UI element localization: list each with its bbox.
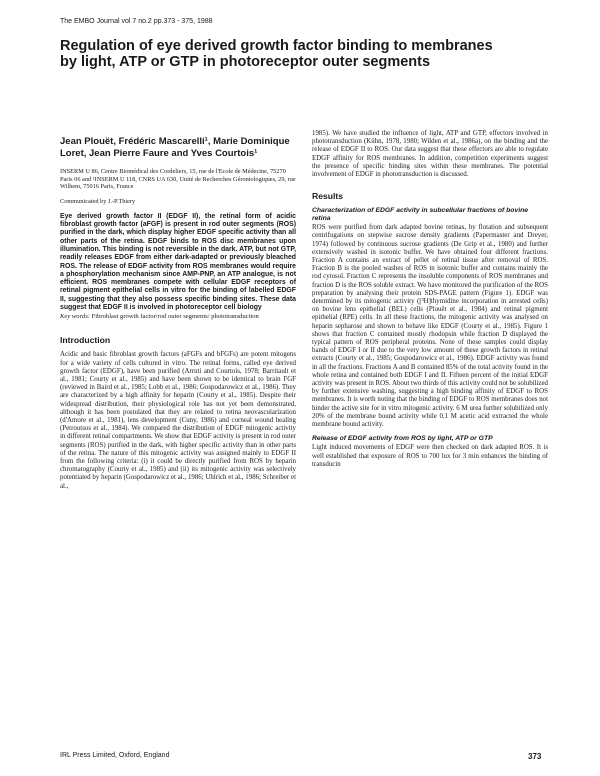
- results-subheading-characterization: Characterization of EDGF activity in subcellular fractions of bovine retina: [312, 207, 529, 223]
- author-list: Jean Plouët, Frédéric Mascarelli¹, Marie Dominique Loret, Jean Pierre Faure and Yves Courtois¹: [60, 136, 290, 159]
- results-heading: Results: [312, 191, 344, 202]
- introduction-heading: Introduction: [60, 335, 111, 346]
- keywords-text: Fibroblast growth factor/rod outer segments/ phototransduction: [89, 313, 259, 321]
- keywords: [60, 313, 296, 321]
- publisher-footer: IRL Press Limited, Oxford, England: [60, 752, 170, 759]
- author-affiliation: INSERM U 86, Centre Biomédical des Cordeliers, 15, rue de l'Ecole de Médecine, 75270 Paris 06 and ¹INSERM U 118, CNRS UA 630, Unité de Recherches Gérontologiques, 29, rue Wilhem, 75016 Paris, France: [60, 168, 296, 191]
- page-number: 373: [528, 752, 542, 761]
- article-title: Regulation of eye derived growth factor binding to membranes by light, ATP or GTP in photoreceptor outer segments: [60, 38, 493, 70]
- results-release-text: Light induced movements of EDGF were then checked on dark adapted ROS. It is well established that exposure of ROS to 700 lux for 3 min enhances the binding of transducin: [312, 444, 548, 468]
- keywords-label: Key words:: [60, 313, 90, 321]
- abstract: Eye derived growth factor II (EDGF II), the retinal form of acidic fibroblast growth factor (aFGF) is present in rod outer segments (ROS) purified in the dark, which display higher EDGF specific activity than all other parts of the retina. EDGF binds to ROS disc membranes upon illumination. This binding is not reversible in the dark. ATP, but not GTP, readily releases EDGF from either dark-adapted or previously bleached ROS. The release of EDGF activity from ROS membranes would require a phosphorylation mechanism since AMP-PNP, an ATP analogue, is not efficient. ROS membranes compete with cellular EDGF receptors of retinal pigment epithelial cells in vitro for the binding of labelled EDGF II, suggesting that they also possess specific binding sites. These data suggest that EDGF II is involved in photoreceptor cell biology: [60, 212, 296, 312]
- results-subheading-release: Release of EDGF activity from ROS by light, ATP or GTP: [312, 435, 493, 443]
- right-column: [312, 130, 548, 469]
- left-column: [60, 130, 296, 491]
- introduction-continued: 1985). We have studied the influence of light, ATP and GTP, effectors involved in phototransduction (Kühn, 1978, 1980; Wilden et al., 1986a), on the binding and the release of EDGF II to ROS. Our data suggest that these effectors are able to regulate EDGF affinity for ROS membranes. In addition, competition experiments suggest the presence of specific binding sites within these membranes. The potential involvement of EDGF in phototransduction is discussed.: [312, 130, 548, 179]
- results-characterization-text: ROS were purified from dark adapted bovine retinas, by flotation and subsequent centrifugations on stepwise sucrose density gradients (Papermaster and Dreyer, 1974) followed by continuous sucrose gradients (De Grip et al., 1980) and further extensively washed in isotonic buffer. We have obtained four different fractions. Fraction A contains an extract of pellet of retinal tissue after removal of ROS. Fraction B is the pooled washes of ROS in isotonic buffer and contains mainly the rod cytosol. Fraction C represents the insoluble components of ROS membranes and fraction D is the ROS soluble extract. We have monitored the purification of the ROS preparation by analysing their protein SDS-PAGE pattern (Figure 1). EDGF was determined by its mitogenic activity ([³H]thymidine incorporation in arrested cells) on bovine lens epithelial (BEL) cells (Plouët et al., 1984) and retinal pigment epithelial (RPE) cells. In all these fractions, the mitogenic activity was analysed on heparin sepharose and shown to behave like EDGF (Courty et al., 1985). Figure 1 shows that fraction C contained mostly rhodopsin while fraction D displayed the typical pattern of ROS peripheral proteins. None of these samples could display bands of EDGF I or II due to the very low amount of these growth factors in retinal extracts (Courty et al., 1985; Gospodarowicz et al., 1986). EDGF activity was found in all the fractions. Fractions A and B contained 85% of the total activity found in the whole retina and contained both EDGF I and II. Fifteen percent of the initial EDGF activity was present in ROS. About two thirds of this activity could not be solubilized by further extensive washing, suggesting a high binding affinity of EDGF to ROS membranes. It is worth noting that the binding of EDGF to ROS membranes does not hinder the active site for in vitro mitogenic activity. 6 M urea further solubilized only 20% of the membrane bound activity while 0.1 M acetic acid extracted the whole membrane bound activity.: [312, 224, 548, 429]
- communicated-by: Communicated by J.-P.Thiery: [60, 197, 136, 205]
- journal-header: The EMBO Journal vol 7 no.2 pp.373 - 375, 1988: [60, 18, 213, 25]
- introduction-text: Acidic and basic fibroblast growth factors (aFGFs and bFGFs) are potent mitogens for a wide variety of cells cultured in vitro. The retinal forms, called eye derived growth factor (EDGF), have been purified (Arruti and Courtois, 1978; Barritault et al., 1981; Courty et al., 1985) and have been shown to be identical to brain FGF (reviewed in Baird et al., 1985; Lobb et al., 1986; Gospodarowicz et al., 1986). They are characterized by a high affinity for heparin (Courty et al., 1985). Despite their widespread distribution, their physiological role has not yet been demonstrated, although it has been postulated that they are related to retina neovascularization (d'Amore et al., 1981), lens development (Cuny, 1986) and corneal wound healing (Petroutsos et al., 1984). We compared the distribution of EDGF mitogenic activity in different retinal compartments. We show that EDGF activity is present in rod outer segments (ROS) purified in the dark, with higher specific activity than in other parts of the retina. The nature of this mitogenic activity was assigned mainly to EDGF II from the following criteria: (i) it could be directly purified from ROS by heparin chromatography (Courty et al., 1985) and (ii) its mitogenic activity was selectively potentiated by heparin (Gospodarowicz et al., 1986; Uhlrich et al., 1986; Schreiber et al.,: [60, 351, 296, 490]
